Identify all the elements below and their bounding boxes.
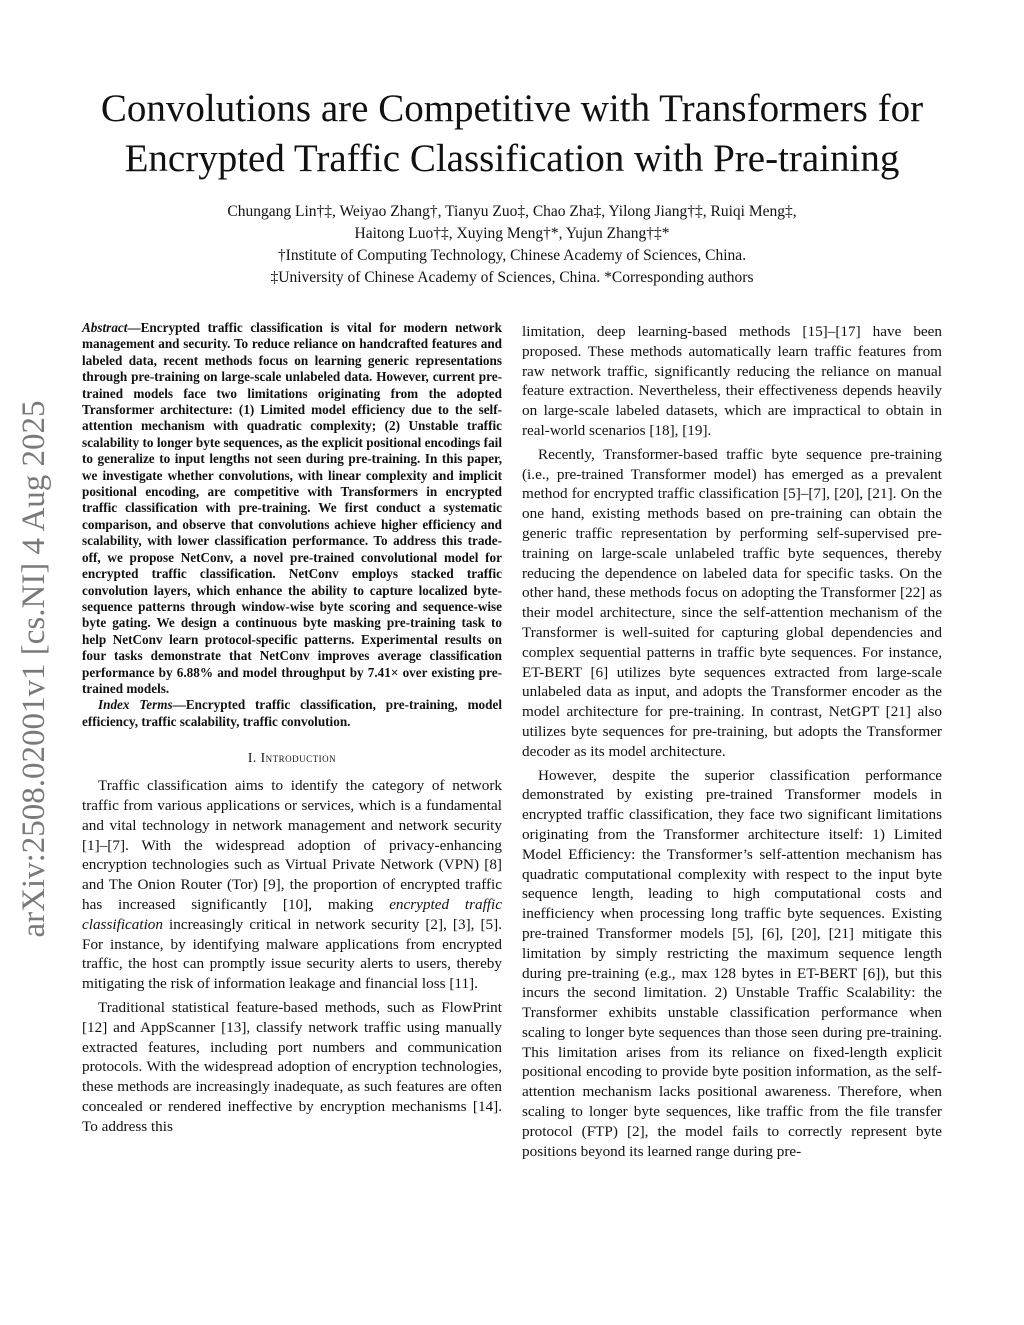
right-paragraph-1: limitation, deep learning-based methods [15]–[17] have been proposed. These methods automatically learn traffic features from raw network traffic, significantly reducing the reliance on manual feature extraction. Nevertheless, their effectiveness depends heavily on large-scale labeled datasets, which are impractical to obtain in real-world scenarios [18], [19]. xyxy=(522,323,942,439)
arxiv-identifier-text: arXiv:2508.02001v1 [cs.NI] 4 Aug 2025 xyxy=(16,400,52,938)
abstract-lead: Abstract xyxy=(82,320,128,335)
intro-paragraph-1 xyxy=(82,776,502,994)
authors-line-2: Haitong Luo†‡, Xuying Meng†*, Yujun Zhang†‡* xyxy=(354,225,670,242)
paper-title: Convolutions are Competitive with Transformers for Encrypted Traffic Classification with Pre-training xyxy=(100,87,924,180)
right-column xyxy=(522,322,942,1165)
index-terms-text: —Encrypted traffic classification, pre-training, model efficiency, traffic scalability, traffic convolution. xyxy=(82,697,503,729)
author-block xyxy=(120,201,904,289)
left-column xyxy=(82,320,502,1141)
abstract xyxy=(82,320,502,697)
index-terms-lead: Index Terms xyxy=(98,697,173,713)
affiliation-1: †Institute of Computing Technology, Chinese Academy of Sciences, China. xyxy=(277,247,747,264)
right-paragraph-2: Recently, Transformer-based traffic byte sequence pre-training (i.e., pre-trained Transformer model) has emerged as a prevalent method for encrypted traffic classification [5]–[7], [20], [21]. On the one hand, existing methods based on pre-training can obtain the generic traffic representation by performing self-supervised pre-training on large-scale unlabeled traffic byte sequences, thereby reducing the dependence on labeled data for specific tasks. On the other hand, these methods focus on adopting the Transformer [22] as their model architecture, since the self-attention mechanism of the Transformer is well-suited for capturing global dependencies and complex sequential patterns in traffic byte sequences. For instance, ET-BERT [6] utilizes byte sequences extracted from large-scale unlabeled data as input, and adopts the Transformer encoder as the model architecture for pre-training. In contrast, NetGPT [21] also utilizes byte sequences for pre-training, but adopts the Transformer decoder as its model architecture. xyxy=(522,445,942,760)
intro-p1-part-a: Traffic classification aims to identify the category of network traffic from various applications or services, which is a fundamental and vital technology in network management and network security [1]–[7]. With the widespread adoption of privacy-enhancing encryption technologies such as Virtual Private Network (VPN) [8] and The Onion Router (Tor) [9], the proportion of encrypted traffic has increased significantly [10], making xyxy=(82,777,502,913)
index-terms xyxy=(82,697,502,730)
intro-p1-part-b: increasingly critical in network security [2], [3], [5]. For instance, by identifying malware applications from encrypted traffic, the host can promptly issue security alerts to users, thereby mitigating the risk of information leakage and financial loss [11]. xyxy=(82,915,502,993)
intro-p1-emphasis: encrypted traffic classification xyxy=(82,895,502,933)
arxiv-identifier-stamp xyxy=(0,0,62,1325)
right-paragraph-3: However, despite the superior classification performance demonstrated by existing pre-trained Transformer models in encrypted traffic classification, they face two significant limitations originating from the Transformer architecture itself: 1) Limited Model Efficiency: the Transformer’s self-attention mechanism has quadratic computational complexity with respect to the input byte sequence length, leading to high computational costs and inefficiency when processing long traffic byte sequences. Existing pre-trained Transformer models [5], [6], [20], [21] mitigate this limitation by simply restricting the maximum sequence length during pre-training (e.g., max 128 bytes in ET-BERT [6]), but this incurs the second limitation. 2) Unstable Traffic Scalability: the Transformer exhibits unstable classification performance when scaling to longer byte sequences than those seen during pre-training. This limitation arises from its reliance on fixed-length explicit positional encoding to provide byte position information, as the self-attention mechanism lacks positional awareness. Therefore, when scaling to longer byte sequences, like traffic from the file transfer protocol (FTP) [2], the model fails to correctly represent byte positions beyond its learned range during pre- xyxy=(522,766,942,1160)
arxiv-identifier-svg xyxy=(8,378,58,960)
abstract-text: —Encrypted traffic classification is vital for modern network management and security. To reduce reliance on handcrafted features and labeled data, recent methods focus on learning generic representations through pre-training on large-scale unlabeled data. However, current pre-trained models face two limitations originating from the adopted Transformer architecture: (1) Limited model efficiency due to the self-attention mechanism with quadratic complexity; (2) Unstable traffic scalability to longer byte sequences, as the explicit positional encodings fail to generalize to input lengths not seen during pre-training. In this paper, we investigate whether convolutions, with linear complexity and implicit positional encoding, are competitive with Transformers in encrypted traffic classification with pre-training. We first conduct a systematic comparison, and observe that convolutions achieve higher efficiency and scalability, with lower classification performance. To address this trade-off, we propose NetConv, a novel pre-trained convolutional model for encrypted traffic classification. NetConv employs stacked traffic convolution layers, which enhance the ability to capture localized byte-sequence patterns through window-wise byte scoring and sequence-wise byte gating. We design a continuous byte masking pre-training task to help NetConv learn protocol-specific patterns. Experimental results on four tasks demonstrate that NetConv improves average classification performance by 6.88% and model throughput by 7.41× over existing pre-trained models. xyxy=(82,320,502,696)
intro-paragraph-2: Traditional statistical feature-based methods, such as FlowPrint [12] and AppScanner [13], classify network traffic using manually extracted features, including port numbers and communication protocols. With the widespread adoption of encryption technologies, these methods are increasingly inadequate, as such features are often concealed or rendered ineffective by encryption mechanisms [14]. To address this xyxy=(82,998,502,1135)
affiliation-2: ‡University of Chinese Academy of Sciences, China. *Corresponding authors xyxy=(270,269,754,286)
section-heading-introduction: I. Introduction xyxy=(247,750,337,766)
authors-line-1: Chungang Lin†‡, Weiyao Zhang†, Tianyu Zuo‡, Chao Zha‡, Yilong Jiang†‡, Ruiqi Meng‡, xyxy=(227,203,797,220)
